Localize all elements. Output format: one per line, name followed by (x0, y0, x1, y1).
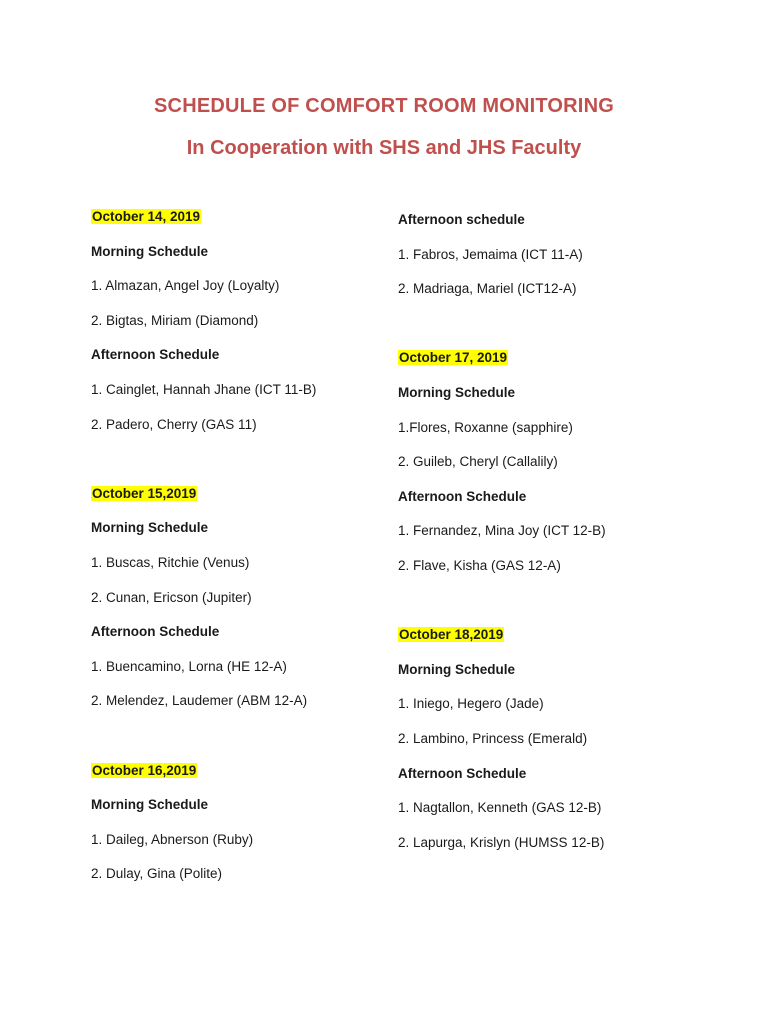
document-title: SCHEDULE OF COMFORT ROOM MONITORING (154, 95, 614, 117)
list-item: 2. Guileb, Cheryl (Callalily) (398, 454, 558, 470)
list-item: 2. Lambino, Princess (Emerald) (398, 730, 588, 746)
list-item: 1. Fernandez, Mina Joy (ICT 12-B) (398, 523, 606, 539)
morning-schedule-heading: Morning Schedule (398, 384, 516, 400)
list-item: 1. Fabros, Jemaima (ICT 11-A) (398, 246, 583, 262)
left-column (91, 207, 316, 899)
afternoon-schedule-heading: Afternoon schedule (398, 212, 525, 227)
list-item: 1. Cainglet, Hannah Jhane (ICT 11-B) (91, 381, 317, 397)
list-item: 2. Bigtas, Miriam (Diamond) (91, 312, 259, 328)
list-item: 1. Buencamino, Lorna (HE 12-A) (91, 658, 287, 674)
afternoon-schedule-heading: Afternoon Schedule (91, 347, 220, 363)
list-item: 1. Almazan, Angel Joy (Loyalty) (91, 278, 280, 294)
right-column (398, 210, 606, 867)
date-heading: October 17, 2019 (399, 350, 508, 366)
morning-schedule-heading: Morning Schedule (91, 520, 209, 536)
afternoon-schedule-heading: Afternoon Schedule (398, 488, 527, 504)
list-item: 2. Lapurga, Krislyn (HUMSS 12-B) (398, 834, 605, 850)
list-item: 1. Nagtallon, Kenneth (GAS 12-B) (398, 800, 602, 816)
date-heading: October 14, 2019 (92, 209, 201, 224)
list-item: 1. Daileg, Abnerson (Ruby) (91, 831, 254, 847)
list-item: 2. Padero, Cherry (GAS 11) (91, 416, 257, 432)
list-item: 2. Melendez, Laudemer (ABM 12-A) (91, 693, 308, 709)
afternoon-schedule-heading: Afternoon Schedule (91, 624, 220, 640)
date-heading: October 16,2019 (92, 762, 197, 778)
morning-schedule-heading: Morning Schedule (91, 243, 209, 259)
morning-schedule-heading: Morning Schedule (91, 797, 209, 813)
list-item: 1. Iniego, Hegero (Jade) (398, 696, 544, 712)
list-item: 2. Dulay, Gina (Polite) (91, 866, 223, 882)
afternoon-schedule-heading: Afternoon Schedule (398, 765, 527, 781)
list-item: 2. Cunan, Ericson (Jupiter) (91, 589, 252, 605)
list-item: 2. Madriaga, Mariel (ICT12-A) (398, 281, 577, 297)
list-item: 1.Flores, Roxanne (sapphire) (398, 419, 573, 435)
list-item: 1. Buscas, Ritchie (Venus) (91, 554, 250, 570)
morning-schedule-heading: Morning Schedule (398, 661, 516, 677)
date-heading: October 15,2019 (92, 485, 197, 501)
date-heading: October 18,2019 (399, 627, 504, 643)
document-subtitle: In Cooperation with SHS and JHS Faculty (186, 137, 582, 159)
list-item: 2. Flave, Kisha (GAS 12-A) (398, 557, 561, 573)
